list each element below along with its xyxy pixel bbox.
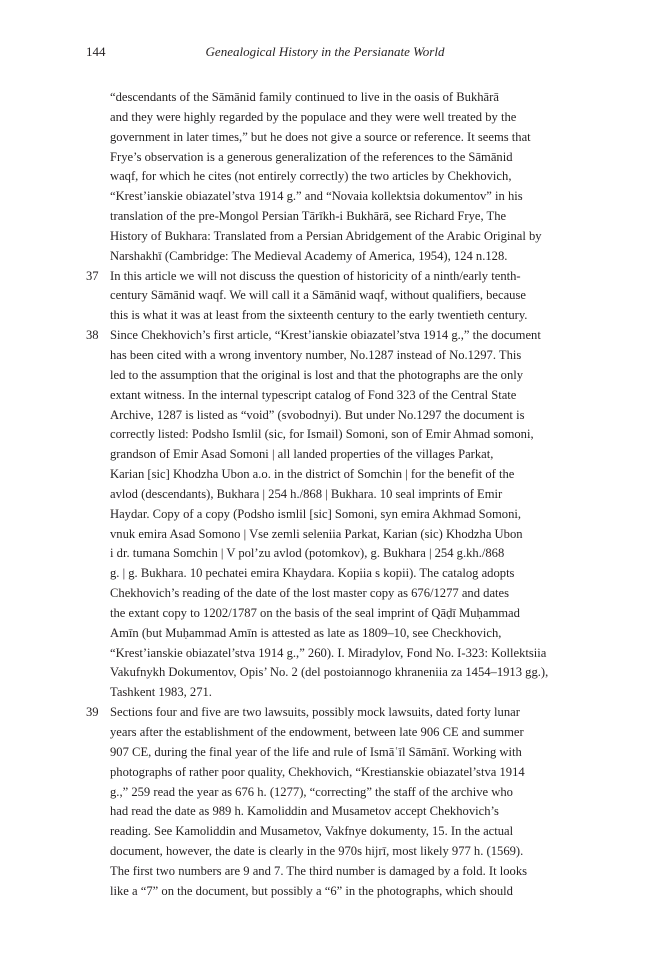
- footnote-line: “descendants of the Sāmānid family continued to live in the oasis of Bukhārā: [110, 90, 499, 104]
- footnote-line: the extant copy to 1202/1787 on the basis of the seal imprint of Qāḍī Muḥammad: [110, 605, 520, 620]
- footnote-line: “Krest’ianskie obiazatel’stva 1914 g.” and “Novaia kollektsia dokumentov” in his: [110, 189, 523, 204]
- footnote-number: 39: [86, 705, 99, 720]
- footnote-line: translation of the pre-Mongol Persian Tārīkh-i Bukhārā, see Richard Frye, The: [110, 209, 507, 224]
- footnote-line: grandson of Emir Asad Somoni | all landed properties of the villages Parkat,: [110, 447, 494, 462]
- footnote-line: Sections four and five are two lawsuits, possibly mock lawsuits, dated forty lunar: [110, 705, 520, 720]
- footnote-line: Chekhovich’s reading of the date of the lost master copy as 676/1277 and dates: [110, 586, 510, 601]
- footnote-line: “Krest’ianskie obiazatel’stva 1914 g.,” 260). I. Miradylov, Fond No. I-323: Kollektsiia: [110, 645, 547, 660]
- footnotes: [86, 88, 564, 902]
- footnote-line: Frye’s observation is a generous generalization of the references to the Sāmānid: [110, 149, 513, 164]
- footnote-line: century Sāmānid waqf. We will call it a Sāmānid waqf, without qualifiers, because: [110, 288, 526, 303]
- footnote-line: years after the establishment of the endowment, between late 906 CE and summer: [110, 725, 524, 739]
- footnote-line: and they were highly regarded by the populace and they were well treated by the: [110, 109, 517, 124]
- footnote-line: i dr. tumana Somchin | V pol’zu avlod (potomkov), g. Bukhara | 254 g.kh./868: [110, 546, 505, 561]
- footnote-line: led to the assumption that the original is lost and that the photographs are the only: [110, 367, 524, 382]
- footnote-line: Amīn (but Muḥammad Amīn is attested as late as 1809–10, see Checkhovich,: [110, 625, 502, 640]
- footnote: [86, 88, 564, 267]
- footnote-line: like a “7” on the document, but possibly a “6” in the photographs, which should: [110, 883, 513, 898]
- footnote-line: vnuk emira Asad Somono | Vse zemli seleniia Parkat, Karian (sic) Khodzha Ubon: [110, 526, 523, 541]
- footnote-line: 907 CE, during the final year of the life and rule of Ismāʿīl Sāmānī. Working with: [110, 744, 522, 759]
- footnote-line: photographs of rather poor quality, Chekhovich, “Krestianskie obiazatel’stva 1914: [110, 764, 525, 779]
- footnote-line: Since Chekhovich’s first article, “Krest’ianskie obiazatel’stva 1914 g.,” the document: [110, 328, 541, 343]
- footnote-line: Tashkent 1983, 271.: [110, 685, 212, 700]
- footnote-line: avlod (descendants), Bukhara | 254 h./868 | Bukhara. 10 seal imprints of Emir: [110, 486, 503, 501]
- footnote-line: Vakufnykh Dokumentov, Opis’ No. 2 (del postoiannogo khraneniia za 1454–1913 gg.),: [110, 665, 549, 680]
- footnote-line: extant witness. In the internal typescript catalog of Fond 323 of the Central State: [110, 387, 517, 402]
- footnote: [86, 326, 564, 703]
- footnote-line: reading. See Kamoliddin and Musametov, Vakfnye dokumenty, 15. In the actual: [110, 824, 514, 839]
- footnote-line: History of Bukhara: Translated from a Persian Abridgement of the Arabic Original by: [110, 228, 542, 243]
- footnote-line: In this article we will not discuss the question of historicity of a ninth/early tenth-: [110, 268, 521, 283]
- footnote-line: correctly listed: Podsho Ismlil (sic, for Ismail) Somoni, son of Emir Ahmad somoni,: [110, 427, 534, 442]
- footnote-line: The first two numbers are 9 and 7. The third number is damaged by a fold. It looks: [110, 863, 528, 878]
- footnote-line: g. | g. Bukhara. 10 pechatei emira Khaydara. Kopiia s kopii). The catalog adopts: [110, 566, 515, 581]
- footnote-line: government in later times,” but he does not give a source or reference. It seems that: [110, 129, 531, 144]
- footnote: [86, 703, 564, 901]
- footnote-line: has been cited with a wrong inventory number, No.1287 instead of No.1297. This: [110, 347, 522, 362]
- footnote-line: this is what it was at least from the sixteenth century to the early twentieth century.: [110, 308, 528, 323]
- page-number: 144: [86, 44, 106, 59]
- footnote-line: document, however, the date is clearly in the 970s hijrī, most likely 977 h. (1569).: [110, 844, 524, 859]
- footnote-line: Narshakhī (Cambridge: The Medieval Academy of America, 1954), 124 n.128.: [110, 248, 508, 263]
- page-header: [86, 44, 564, 66]
- footnote-line: Archive, 1287 is listed as “void” (svobodnyi). But under No.1297 the document is: [110, 407, 525, 422]
- footnote-line: waqf, for which he cites (not entirely correctly) the two articles by Chekhovich,: [110, 169, 512, 184]
- footnote-number: 37: [86, 268, 99, 283]
- footnote-line: Karian [sic] Khodzha Ubon a.o. in the district of Somchin | for the benefit of the: [110, 467, 515, 482]
- footnote-line: Haydar. Copy of a copy (Podsho ismlil [sic] Somoni, syn emira Akhmad Somoni,: [110, 506, 522, 521]
- running-title: Genealogical History in the Persianate World: [205, 44, 445, 59]
- footnote-line: had read the date as 989 h. Kamoliddin and Musametov accept Chekhovich’s: [110, 804, 499, 819]
- footnote-number: 38: [86, 328, 99, 343]
- footnote: [86, 267, 564, 327]
- footnote-line: g.,” 259 read the year as 676 h. (1277), “correcting” the staff of the archive who: [110, 784, 513, 799]
